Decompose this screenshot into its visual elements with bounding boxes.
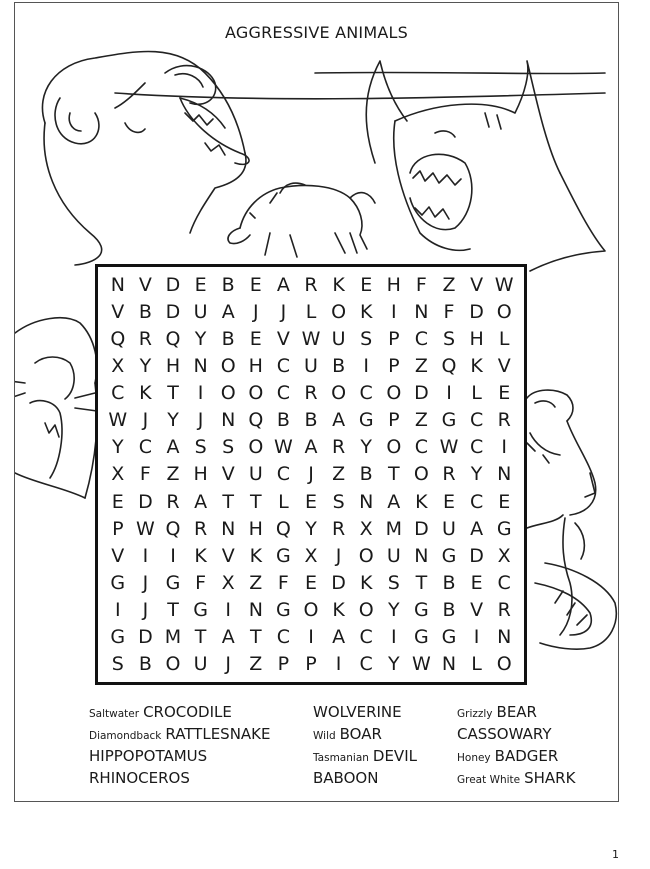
grid-letter[interactable]: T [387, 463, 400, 486]
word-name: RHINOCEROS [89, 769, 190, 787]
grid-letter[interactable]: B [442, 599, 456, 622]
grid-letter[interactable]: E [498, 382, 511, 405]
grid-letter[interactable]: H [165, 354, 181, 377]
grid-letter[interactable]: S [111, 653, 124, 676]
grid-letter[interactable]: G [110, 572, 126, 595]
grid-letter[interactable]: T [222, 490, 234, 513]
word-qualifier: Honey [457, 752, 491, 764]
grid-letter[interactable]: W [411, 653, 431, 676]
grid-letter[interactable]: L [498, 327, 510, 350]
grid-letter[interactable]: I [225, 599, 231, 622]
grid-letter[interactable]: P [388, 409, 400, 432]
grid-letter[interactable]: T [249, 626, 262, 649]
grid-letter[interactable]: D [138, 490, 153, 513]
grid-letter[interactable]: N [497, 626, 512, 649]
grid-letter[interactable]: T [167, 599, 179, 622]
grid-letter[interactable]: J [197, 409, 204, 432]
grid-letter[interactable]: R [497, 409, 511, 432]
grid-letter[interactable]: G [441, 544, 457, 567]
grid-letter[interactable]: B [221, 327, 235, 350]
grid-letter[interactable]: S [387, 572, 400, 595]
grid-letter[interactable]: T [249, 490, 262, 513]
grid-letter[interactable]: J [142, 409, 149, 432]
grid-letter[interactable]: E [470, 572, 483, 595]
grid-letter[interactable]: D [165, 273, 181, 296]
grid-letter[interactable]: O [496, 653, 512, 676]
grid-letter[interactable]: A [470, 517, 484, 540]
grid-letter[interactable]: K [194, 544, 207, 567]
grid-letter[interactable]: N [441, 653, 457, 676]
word-qualifier: Wild [313, 730, 336, 742]
grid-letter[interactable]: C [497, 572, 511, 595]
grid-letter[interactable]: Q [110, 327, 126, 350]
grid-letter[interactable]: A [221, 300, 235, 323]
grid-letter[interactable]: Z [249, 653, 263, 676]
grid-letter[interactable]: U [248, 463, 263, 486]
grid-letter[interactable]: D [469, 300, 484, 323]
grid-letter[interactable]: G [414, 599, 429, 622]
grid-letter[interactable]: N [414, 544, 429, 567]
word-name: HIPPOPOTAMUS [89, 747, 208, 765]
puzzle-page [14, 2, 619, 802]
grid-letter[interactable]: O [496, 300, 512, 323]
grid-letter[interactable]: Y [387, 599, 400, 622]
grid-letter[interactable]: P [305, 653, 317, 676]
grid-letter[interactable]: J [280, 300, 287, 323]
grid-letter[interactable]: P [277, 653, 290, 676]
grid-letter[interactable]: O [386, 436, 402, 459]
grid-letter[interactable]: L [471, 382, 482, 405]
grid-letter[interactable]: O [220, 354, 236, 377]
grid-letter[interactable]: B [221, 273, 235, 296]
grid-letter[interactable]: X [221, 572, 235, 595]
word-name: DEVIL [372, 747, 417, 765]
grid-letter[interactable]: N [193, 354, 208, 377]
grid-letter[interactable]: U [193, 300, 208, 323]
grid-letter[interactable]: D [331, 572, 346, 595]
grid-letter[interactable]: O [331, 300, 347, 323]
word-qualifier: Saltwater [89, 708, 140, 720]
grid-letter[interactable]: C [469, 436, 484, 459]
word-list-item [313, 725, 382, 743]
word-qualifier: Grizzly [457, 708, 493, 720]
grid-letter[interactable]: P [388, 327, 400, 350]
grid-letter[interactable]: W [273, 436, 293, 459]
grid-letter[interactable]: V [470, 273, 484, 296]
grid-letter[interactable]: K [332, 273, 345, 296]
grid-letter[interactable]: Z [166, 463, 180, 486]
grid-letter[interactable]: C [276, 463, 291, 486]
grid-letter[interactable]: C [359, 382, 373, 405]
grid-letter[interactable]: H [248, 354, 263, 377]
grid-letter[interactable]: W [439, 436, 459, 459]
grid-letter[interactable]: B [304, 409, 318, 432]
grid-letter[interactable]: X [304, 544, 318, 567]
grid-letter[interactable]: G [276, 544, 291, 567]
grid-letter[interactable]: G [441, 626, 457, 649]
grid-letter[interactable]: S [222, 436, 235, 459]
grid-letter[interactable]: H [386, 273, 401, 296]
grid-letter[interactable]: T [194, 626, 207, 649]
grid-letter[interactable]: U [442, 517, 456, 540]
grid-letter[interactable]: P [112, 517, 124, 540]
grid-letter[interactable]: D [414, 517, 429, 540]
word-qualifier: Diamondback [89, 730, 162, 742]
grid-letter[interactable]: O [248, 436, 264, 459]
grid-letter[interactable]: A [387, 490, 401, 513]
grid-letter[interactable]: D [469, 544, 484, 567]
grid-letter[interactable]: N [248, 599, 263, 622]
word-list-item [89, 703, 232, 721]
word-qualifier: Great White [457, 774, 521, 786]
grid-letter[interactable]: I [390, 626, 397, 649]
grid-letter[interactable]: E [442, 490, 455, 513]
grid-letter[interactable]: I [390, 300, 397, 323]
grid-letter[interactable]: G [358, 409, 374, 432]
grid-letter[interactable]: L [471, 653, 482, 676]
grid-letter[interactable]: A [332, 409, 346, 432]
grid-letter[interactable]: O [358, 599, 374, 622]
grid-letter[interactable]: Y [305, 517, 317, 540]
grid-letter[interactable]: Z [332, 463, 346, 486]
grid-letter[interactable]: S [332, 490, 345, 513]
grid-letter[interactable]: F [443, 300, 455, 323]
grid-letter[interactable]: C [359, 653, 373, 676]
grid-letter[interactable]: J [225, 653, 231, 676]
grid-letter[interactable]: C [469, 490, 484, 513]
grid-letter[interactable]: G [276, 599, 291, 622]
grid-letter[interactable]: G [414, 626, 429, 649]
grid-letter[interactable]: Z [414, 409, 428, 432]
grid-letter[interactable]: E [249, 327, 262, 350]
grid-letter[interactable]: A [166, 436, 180, 459]
grid-letter[interactable]: S [360, 327, 373, 350]
grid-letter[interactable]: S [194, 436, 207, 459]
grid-letter[interactable]: H [248, 517, 263, 540]
grid-letter[interactable]: E [194, 273, 207, 296]
grid-letter[interactable]: X [111, 463, 125, 486]
grid-letter[interactable]: N [359, 490, 374, 513]
page-title: AGGRESSIVE ANIMALS [225, 23, 408, 42]
grid-letter[interactable]: O [248, 382, 264, 405]
word-list-item [89, 769, 190, 787]
grid-letter[interactable]: E [360, 273, 373, 296]
grid-letter[interactable]: C [414, 327, 429, 350]
grid-letter[interactable]: O [303, 599, 319, 622]
grid-letter[interactable]: E [304, 572, 317, 595]
grid-letter[interactable]: F [195, 572, 207, 595]
grid-letter[interactable]: R [331, 517, 346, 540]
grid-letter[interactable]: C [359, 626, 373, 649]
grid-letter[interactable]: Y [470, 463, 483, 486]
grid-letter[interactable]: F [415, 273, 427, 296]
word-name: RATTLESNAKE [165, 725, 271, 743]
grid-letter[interactable]: R [497, 599, 511, 622]
grid-letter[interactable]: I [197, 382, 204, 405]
grid-letter[interactable]: A [304, 436, 318, 459]
grid-letter[interactable]: K [139, 382, 152, 405]
grid-letter[interactable]: Y [194, 327, 207, 350]
grid-letter[interactable]: C [414, 436, 429, 459]
grid-letter[interactable]: A [276, 273, 290, 296]
grid-letter[interactable]: B [138, 653, 152, 676]
grid-letter[interactable]: X [359, 517, 373, 540]
boar-drawing [228, 183, 375, 257]
grid-letter[interactable]: G [193, 599, 208, 622]
grid-letter[interactable]: V [111, 300, 125, 323]
grid-letter[interactable]: A [194, 490, 208, 513]
grid-letter[interactable]: N [110, 273, 125, 296]
shark-drawing [366, 61, 605, 271]
grid-letter[interactable]: W [135, 517, 155, 540]
word-name: CROCODILE [143, 703, 232, 721]
grid-letter[interactable]: Q [165, 327, 181, 350]
grid-letter[interactable]: A [221, 626, 235, 649]
grid-letter[interactable]: X [497, 544, 511, 567]
grid-letter[interactable]: E [111, 490, 124, 513]
grid-letter[interactable]: A [332, 626, 346, 649]
grid-letter[interactable]: U [386, 544, 401, 567]
grid-letter[interactable]: U [304, 354, 318, 377]
grid-letter[interactable]: I [501, 436, 507, 459]
grid-letter[interactable]: I [170, 544, 176, 567]
grid-letter[interactable]: K [359, 300, 373, 323]
bear-drawing [42, 51, 249, 265]
grid-letter[interactable]: V [221, 463, 235, 486]
grid-letter[interactable]: C [276, 354, 291, 377]
grid-letter[interactable]: B [359, 463, 373, 486]
grid-letter[interactable]: H [469, 327, 484, 350]
grid-letter[interactable]: O [413, 463, 429, 486]
grid-letter[interactable]: G [110, 626, 126, 649]
grid-letter[interactable]: O [358, 544, 374, 567]
grid-letter[interactable]: C [469, 409, 484, 432]
grid-letter[interactable]: I [142, 544, 149, 567]
grid-letter[interactable]: P [388, 354, 400, 377]
grid-letter[interactable]: T [167, 382, 179, 405]
grid-letter[interactable]: B [138, 300, 152, 323]
grid-letter[interactable]: V [111, 544, 125, 567]
grid-letter[interactable]: I [308, 626, 314, 649]
grid-letter[interactable]: D [165, 300, 181, 323]
grid-letter[interactable]: Q [248, 409, 264, 432]
grid-letter[interactable]: Q [441, 354, 457, 377]
grid-letter[interactable]: R [442, 463, 456, 486]
grid-letter[interactable]: W [108, 409, 128, 432]
grid-letter[interactable]: V [470, 599, 484, 622]
grid-letter[interactable]: Z [442, 273, 456, 296]
grid-letter[interactable]: E [249, 273, 262, 296]
grid-letter[interactable]: R [193, 517, 208, 540]
grid-letter[interactable]: G [496, 517, 512, 540]
grid-letter[interactable]: O [386, 382, 402, 405]
grid-letter[interactable]: G [165, 572, 181, 595]
grid-letter[interactable]: C [276, 626, 291, 649]
word-list-item [313, 747, 417, 765]
word-name: BOAR [339, 725, 382, 743]
grid-letter[interactable]: B [332, 354, 346, 377]
word-list-item [313, 703, 402, 721]
snake-drawing [527, 390, 616, 649]
grid-letter[interactable]: U [331, 327, 346, 350]
grid-letter[interactable]: R [138, 327, 152, 350]
word-list-item [457, 725, 551, 743]
grid-letter[interactable]: L [278, 490, 289, 513]
grid-letter[interactable]: W [301, 327, 321, 350]
word-list-item [89, 747, 207, 765]
grid-letter[interactable]: F [277, 572, 289, 595]
grid-letter[interactable]: G [441, 409, 457, 432]
grid-letter[interactable]: I [446, 382, 452, 405]
grid-letter[interactable]: V [138, 273, 152, 296]
word-name: CASSOWARY [457, 725, 552, 743]
word-list-item [457, 703, 537, 721]
grid-letter[interactable]: B [276, 409, 290, 432]
grid-letter[interactable]: N [497, 463, 512, 486]
grid-letter[interactable]: I [473, 626, 480, 649]
word-list-item [457, 747, 558, 765]
grid-letter[interactable]: C [138, 436, 153, 459]
grid-letter[interactable]: N [414, 300, 429, 323]
grid-letter[interactable]: R [304, 273, 318, 296]
grid-letter[interactable]: M [385, 517, 402, 540]
grid-letter[interactable]: X [111, 354, 125, 377]
grid-letter[interactable]: Y [360, 436, 372, 459]
word-search-grid[interactable] [95, 264, 527, 685]
grid-letter[interactable]: D [138, 626, 153, 649]
grid-letter[interactable]: I [335, 653, 342, 676]
word-list-item [457, 769, 575, 787]
grid-letter[interactable]: E [304, 490, 317, 513]
grid-letter[interactable]: U [193, 653, 208, 676]
grid-letter[interactable]: B [442, 572, 456, 595]
grid-letter[interactable]: O [220, 382, 236, 405]
word-name: SHARK [524, 769, 576, 787]
grid-letter[interactable]: Y [111, 436, 124, 459]
grid-letter[interactable]: R [166, 490, 180, 513]
grid-letter[interactable]: D [414, 382, 429, 405]
word-list [89, 703, 609, 795]
grid-letter[interactable]: R [304, 382, 318, 405]
grid-letter[interactable]: Q [275, 517, 291, 540]
grid-letter[interactable]: J [142, 572, 149, 595]
grid-letter[interactable]: R [331, 436, 346, 459]
grid-letter[interactable]: V [497, 354, 511, 377]
grid-letter[interactable]: T [415, 572, 428, 595]
grid-letter[interactable]: F [139, 463, 151, 486]
grid-letter[interactable]: K [415, 490, 428, 513]
grid-letter[interactable]: N [221, 517, 236, 540]
word-name: WOLVERINE [313, 703, 402, 721]
grid-letter[interactable]: I [114, 599, 121, 622]
grid-letter[interactable]: J [308, 463, 314, 486]
grid-letter[interactable]: J [335, 544, 342, 567]
grid-letter[interactable]: V [221, 544, 235, 567]
grid-letter[interactable]: S [442, 327, 456, 350]
grid-letter[interactable]: O [331, 382, 347, 405]
word-list-item [313, 769, 378, 787]
grid-letter[interactable]: O [165, 653, 181, 676]
grid-letter[interactable]: Z [414, 354, 428, 377]
baboon-drawing [15, 318, 97, 498]
grid-letter[interactable]: N [221, 409, 236, 432]
grid-letter[interactable]: K [332, 599, 345, 622]
word-list-item [89, 725, 271, 743]
grid-letter[interactable]: L [305, 300, 317, 323]
grid-letter[interactable]: E [498, 490, 511, 513]
grid-letter[interactable]: V [276, 327, 290, 350]
word-qualifier: Tasmanian [313, 752, 369, 764]
grid-letter[interactable]: K [249, 544, 263, 567]
grid-letter[interactable]: C [111, 382, 125, 405]
grid-letter[interactable]: Y [167, 409, 179, 432]
word-name: BEAR [496, 703, 537, 721]
grid-letter[interactable]: I [363, 354, 369, 377]
grid-letter[interactable]: J [142, 599, 149, 622]
grid-letter[interactable]: C [276, 382, 291, 405]
grid-letter[interactable]: Z [249, 572, 263, 595]
word-name: BADGER [494, 747, 559, 765]
page-number: 1 [612, 848, 619, 861]
grid-letter[interactable]: J [252, 300, 259, 323]
grid-letter[interactable]: Y [387, 653, 400, 676]
grid-letter[interactable]: H [193, 463, 208, 486]
grid-letter[interactable]: M [164, 626, 182, 649]
word-name: BABOON [313, 769, 379, 787]
grid-letter[interactable]: K [470, 354, 483, 377]
grid-letter[interactable]: W [494, 273, 514, 296]
grid-letter[interactable]: Y [139, 354, 152, 377]
grid-letter[interactable]: Q [165, 517, 181, 540]
grid-letter[interactable]: K [359, 572, 373, 595]
